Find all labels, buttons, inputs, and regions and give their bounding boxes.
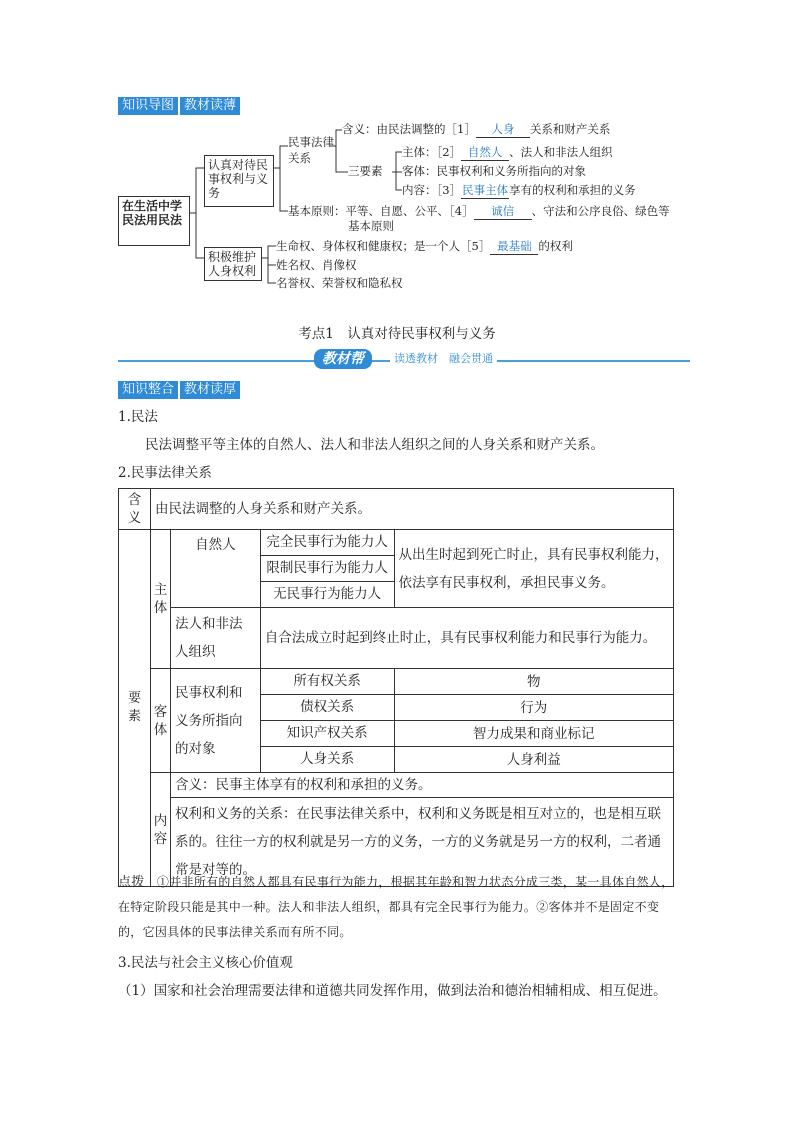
banner-subtitle: 读透教材 融会贯通 xyxy=(390,351,497,367)
table-cell-legal-person: 法人和非法人组织 xyxy=(170,608,260,669)
table-row xyxy=(119,773,674,798)
badge-row-mid xyxy=(118,381,240,399)
table-cell: 含义：民事主体享有的权利和承担的义务。 xyxy=(170,773,673,798)
table-cell: 知识产权关系 xyxy=(260,721,394,747)
banner-label: 教材帮 xyxy=(314,349,372,369)
mind-map-meaning: 含义：由民法调整的［1］ 人身 关系和财产关系 xyxy=(342,122,611,136)
mind-map-principle-line2: 基本原则 xyxy=(348,219,394,233)
table-cell: 含义 xyxy=(119,489,151,530)
badge-textbook-thick: 教材读厚 xyxy=(180,381,240,399)
table-row xyxy=(119,608,674,669)
table-row xyxy=(119,530,674,556)
table-cell: 自合法成立时起到终止时止，具有民事权利能力和民事行为能力。 xyxy=(260,608,673,669)
mind-map-object: 客体：民事权利和义务所指向的对象 xyxy=(402,164,586,178)
table-cell: 人身关系 xyxy=(260,747,394,773)
textbook-banner xyxy=(118,348,690,370)
mind-map-connectors xyxy=(0,0,794,300)
table-row xyxy=(119,669,674,695)
table-cell: 限制民事行为能力人 xyxy=(260,556,394,582)
table-row xyxy=(119,489,674,530)
mind-map-principle: 基本原则：平等、自愿、公平、［4］ 诚信 、守法和公序良俗、绿色等 xyxy=(288,204,670,218)
table-cell-subject: 主体 xyxy=(150,530,170,669)
para-civil-law: 民法调整平等主体的自然人、法人和非法人组织之间的人身关系和财产关系。 xyxy=(145,437,604,453)
section-title: 考点1 认真对待民事权利与义务 xyxy=(298,326,496,342)
mind-map-branch-rights-duties: 认真对待民事权利与义务 xyxy=(204,155,274,207)
mind-map-life-right: 生命权、身体权和健康权；是一个人［5］ 最基础 的权利 xyxy=(276,239,573,253)
table-cell: 物 xyxy=(394,669,673,695)
mind-map-subject: 主体：［2］ 自然人 、法人和非法人组织 xyxy=(402,145,613,159)
table-cell: 由民法调整的人身关系和财产关系。 xyxy=(150,489,673,530)
mind-map-three-elements: 三要素 xyxy=(348,164,383,178)
blank-4: 诚信 xyxy=(474,204,532,220)
badge-textbook-thin: 教材读薄 xyxy=(180,97,240,115)
tip-text: ①并非所有的自然人都具有民事行为能力，根据其年龄和智力状态分成三类，某一具体自然人，在特定阶段只能是其中一种。法人和非法人组织，都具有完全民事行为能力。②客体并不是固定不变的，它因具体的民事法律关系而有所不同。 xyxy=(118,875,674,939)
blank-1: 人身 xyxy=(476,122,530,138)
table-cell: 人身利益 xyxy=(394,747,673,773)
table-cell: 智力成果和商业标记 xyxy=(394,721,673,747)
table-cell: 完全民事行为能力人 xyxy=(260,530,394,556)
table-cell: 所有权关系 xyxy=(260,669,394,695)
heading-core-values: 3.民法与社会主义核心价值观 xyxy=(118,955,293,971)
mind-map-name-right: 姓名权、肖像权 xyxy=(276,258,357,272)
mind-map xyxy=(0,0,794,300)
mind-map-content: 内容：［3］民事主体享有的权利和承担的义务 xyxy=(402,183,636,197)
para-core-values: （1）国家和社会治理需要法律和道德共同发挥作用，做到法治和德治相辅相成、相互促进。 xyxy=(118,983,667,999)
blank-5: 最基础 xyxy=(490,239,538,255)
civil-relation-table xyxy=(118,488,674,887)
mind-map-root: 在生活中学民法用民法 xyxy=(118,196,190,246)
heading-civil-law: 1.民法 xyxy=(118,409,158,425)
blank-2: 自然人 xyxy=(461,145,509,161)
badge-knowledge-integration: 知识整合 xyxy=(118,381,178,399)
mind-map-branch-personal-rights: 积极维护人身权利 xyxy=(204,247,262,281)
table-cell: 无民事行为能力人 xyxy=(260,582,394,608)
tip-label: 点拨 xyxy=(118,875,145,890)
tip-note xyxy=(118,870,678,945)
table-cell-content: 内容 xyxy=(150,773,170,887)
table-cell: 债权关系 xyxy=(260,695,394,721)
blank-3: 民事主体 xyxy=(462,183,509,197)
table-cell-elements: 要素 xyxy=(119,530,151,887)
table-cell: 权利和义务的关系：在民事法律关系中，权利和义务既是相互对立的，也是相互联系的。往往一方的权利就是另一方的义务，一方的义务就是另一方的权利，二者通常是对等的。 xyxy=(170,798,673,887)
table-cell-object-label: 民事权利和义务所指向的对象 xyxy=(170,669,260,773)
mind-map-relation: 民事法律关系 xyxy=(288,135,334,165)
mind-map-honor-right: 名誉权、荣誉权和隐私权 xyxy=(276,276,403,290)
badge-knowledge-map: 知识导图 xyxy=(118,97,178,115)
table-cell: 从出生时起到死亡时止，具有民事权利能力，依法享有民事权利，承担民事义务。 xyxy=(394,530,673,608)
table-cell-natural-person: 自然人 xyxy=(170,530,260,608)
heading-civil-relation: 2.民事法律关系 xyxy=(118,465,212,481)
table-cell: 行为 xyxy=(394,695,673,721)
table-cell-object: 客体 xyxy=(150,669,170,773)
